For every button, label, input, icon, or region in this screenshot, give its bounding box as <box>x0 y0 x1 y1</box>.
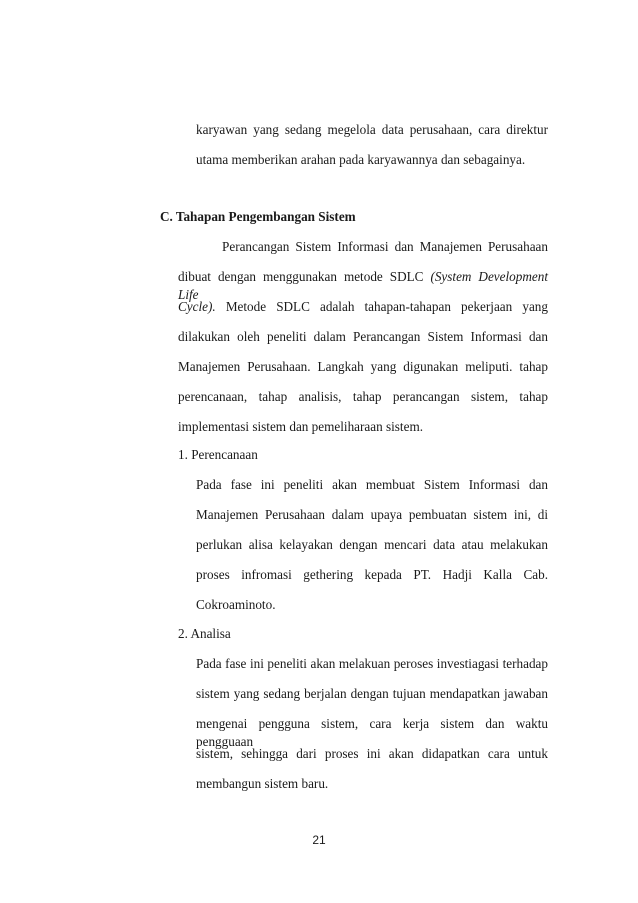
body-text-line: Perancangan Sistem Informasi dan Manajemen Perusahaan <box>222 239 548 254</box>
body-text-line: karyawan yang sedang megelola data perusahaan, cara direktur <box>196 122 548 137</box>
body-text-line: Manajemen Perusahaan. Langkah yang digunakan meliputi. tahap <box>178 359 548 374</box>
list-item-text-line: membangun sistem baru. <box>196 776 329 791</box>
list-item-text-line: Cokroaminoto. <box>196 597 276 612</box>
body-text-line <box>178 298 548 316</box>
list-item-text-line: Pada fase ini peneliti akan melakuan peroses investiagasi terhadap <box>196 656 548 671</box>
list-item-title: 2. Analisa <box>178 626 231 641</box>
body-text-span: Metode SDLC adalah tahapan-tahapan pekerjaan yang <box>215 299 548 314</box>
list-item-text-line: sistem yang sedang berjalan dengan tujuan mendapatkan jawaban <box>196 686 548 701</box>
page-number: 21 <box>312 833 326 847</box>
body-text-line: dilakukan oleh peneliti dalam Perancangan Sistem Informasi dan <box>178 329 548 344</box>
italic-term: Cycle). <box>178 299 216 314</box>
body-text-line: perencanaan, tahap analisis, tahap perancangan sistem, tahap <box>178 389 548 404</box>
body-text-line: implementasi sistem dan pemeliharaan sistem. <box>178 419 424 434</box>
list-item-text-line: mengenai pengguna sistem, cara kerja sistem dan waktu pengguaan <box>196 716 548 749</box>
body-text-span: dibuat dengan menggunakan metode SDLC <box>178 269 431 284</box>
italic-term: (System Development Life <box>178 269 548 302</box>
list-item-text-line: Manajemen Perusahaan dalam upaya pembuatan sistem ini, di <box>196 507 548 522</box>
section-heading: C. Tahapan Pengembangan Sistem <box>160 209 356 224</box>
list-item-title: 1. Perencanaan <box>178 447 258 462</box>
body-text-line: utama memberikan arahan pada karyawannya dan sebagainya. <box>196 152 526 167</box>
list-item-text-line: Pada fase ini peneliti akan membuat Sistem Informasi dan <box>196 477 548 492</box>
list-item-text-line: proses infromasi gethering kepada PT. Hadji Kalla Cab. <box>196 567 548 582</box>
list-item-text-line: sistem, sehingga dari proses ini akan didapatkan cara untuk <box>196 746 548 761</box>
list-item-text-line: perlukan alisa kelayakan dengan mencari data atau melakukan <box>196 537 548 552</box>
